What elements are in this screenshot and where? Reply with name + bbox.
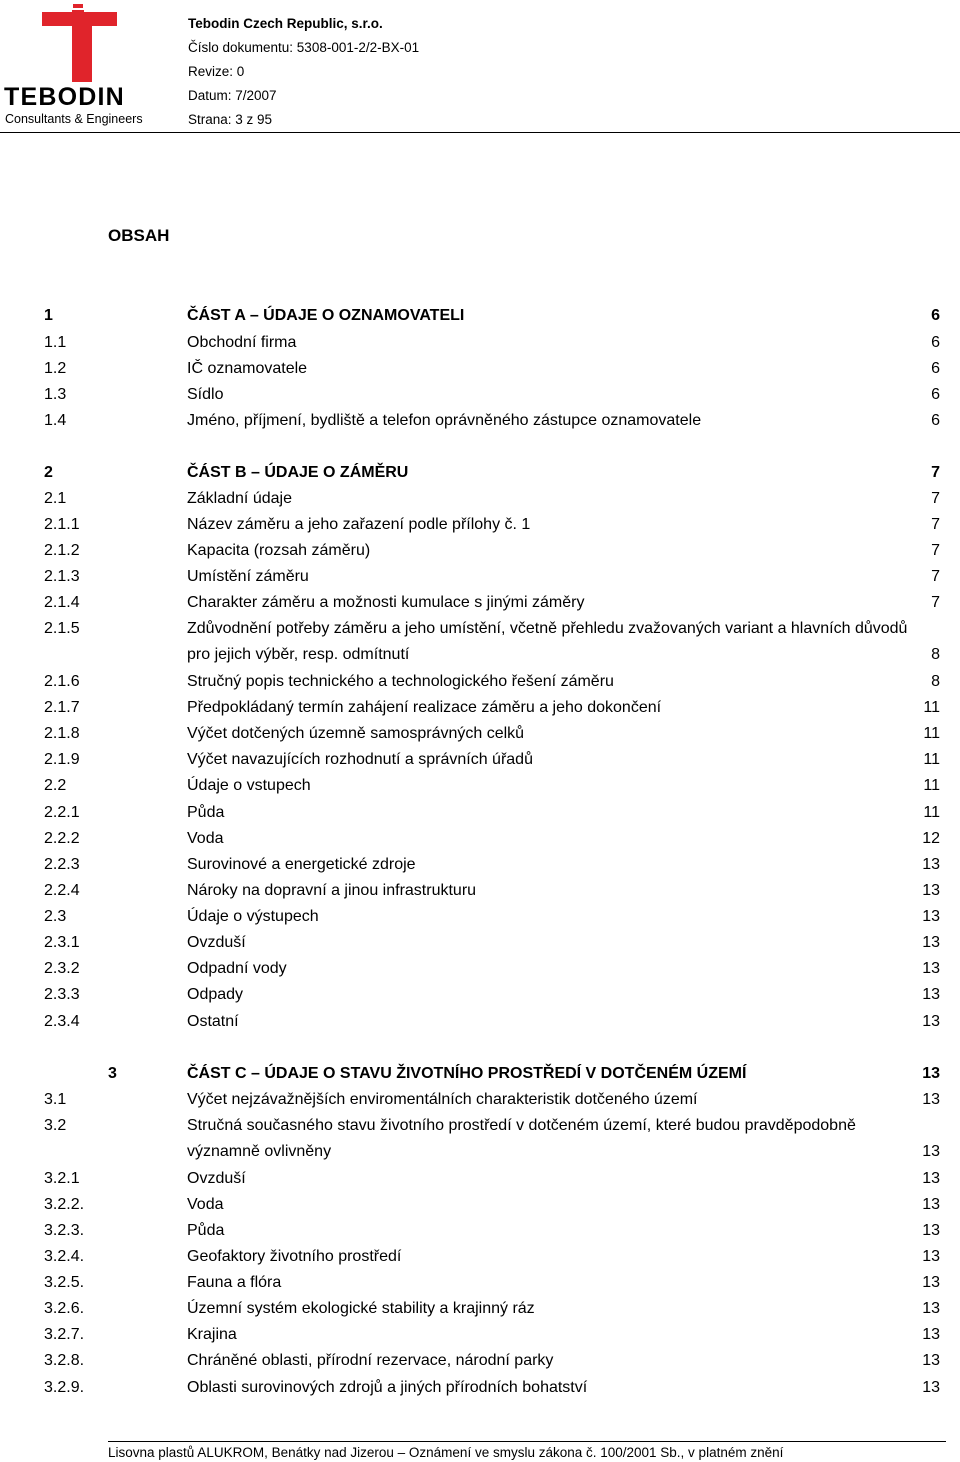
toc-entry-title: Ostatní bbox=[187, 1013, 239, 1030]
toc-entry-number: 2.1.7 bbox=[44, 699, 80, 716]
toc-entry-page: 7 bbox=[931, 464, 940, 481]
toc-entry-title: Umístění záměru bbox=[187, 568, 309, 585]
toc-entry-number: 2 bbox=[44, 464, 53, 481]
toc-entry-page: 7 bbox=[931, 542, 940, 559]
toc-entry-number: 2.3.2 bbox=[44, 960, 80, 977]
toc-entry-title: Ovzduší bbox=[187, 934, 246, 951]
toc-entry-title: Odpadní vody bbox=[187, 960, 287, 977]
logo-subtitle: Consultants & Engineers bbox=[5, 112, 143, 126]
toc-entry-title: Výčet navazujících rozhodnutí a správních úřadů bbox=[187, 751, 533, 768]
toc-entry-page: 13 bbox=[922, 1143, 940, 1161]
toc-entry-page: 13 bbox=[922, 1065, 940, 1082]
toc-entry-number: 3.2.9. bbox=[44, 1379, 85, 1396]
toc-entry-number: 2.2.4 bbox=[44, 882, 80, 899]
toc-entry-page: 13 bbox=[922, 934, 940, 951]
toc-entry-page: 13 bbox=[922, 856, 940, 873]
toc-entry-title: ČÁST B – ÚDAJE O ZÁMĚRU bbox=[187, 464, 409, 481]
toc-entry-title: ČÁST A – ÚDAJE O OZNAMOVATELI bbox=[187, 307, 465, 324]
toc-entry-page: 6 bbox=[931, 412, 940, 429]
toc-entry-page: 13 bbox=[922, 882, 940, 899]
toc-entry-number: 3.2.8. bbox=[44, 1352, 85, 1369]
toc-entry-title: Údaje o vstupech bbox=[187, 777, 311, 794]
toc-entry-page: 13 bbox=[922, 1352, 940, 1369]
footer-text: Lisovna plastů ALUKROM, Benátky nad Jizerou – Oznámení ve smyslu zákona č. 100/2001 Sb., v platném znění bbox=[108, 1445, 784, 1460]
toc-entry-title: Kapacita (rozsah záměru) bbox=[187, 542, 371, 559]
toc-entry-page: 11 bbox=[923, 777, 940, 794]
toc-entry-number: 3.2.3. bbox=[44, 1222, 85, 1239]
toc-entry-number: 2.1.3 bbox=[44, 568, 80, 585]
toc-entry-page: 13 bbox=[922, 1091, 940, 1108]
toc-entry-page: 13 bbox=[922, 1196, 940, 1213]
toc-entry-page: 13 bbox=[922, 1222, 940, 1239]
toc-entry-page: 7 bbox=[931, 568, 940, 585]
toc-entry-title: IČ oznamovatele bbox=[187, 360, 308, 377]
toc-entry-number: 1.2 bbox=[44, 360, 67, 377]
toc-entry-page: 8 bbox=[931, 673, 940, 690]
toc-entry-number: 2.1.6 bbox=[44, 673, 80, 690]
toc-entry-title: Výčet nejzávažnějších enviromentálních charakteristik dotčeného území bbox=[187, 1091, 698, 1108]
toc-entry-number: 2.1.1 bbox=[44, 516, 80, 533]
toc-entry-page: 13 bbox=[922, 908, 940, 925]
footer-divider bbox=[108, 1441, 946, 1442]
toc-entry-title: Předpokládaný termín zahájení realizace záměru a jeho dokončení bbox=[187, 699, 662, 716]
toc-entry-number: 2.1 bbox=[44, 490, 67, 507]
toc-entry-number: 3.2.2. bbox=[44, 1196, 85, 1213]
toc-entry-page: 13 bbox=[922, 1248, 940, 1265]
toc-entry-number: 2.3.3 bbox=[44, 986, 80, 1003]
toc-entry-page: 11 bbox=[923, 804, 940, 821]
toc-entry-number: 1.1 bbox=[44, 334, 67, 351]
toc-entry-page: 13 bbox=[922, 1013, 940, 1030]
toc-entry-title: Půda bbox=[187, 1222, 225, 1239]
toc-entry-title: Ovzduší bbox=[187, 1170, 246, 1187]
page-number: Strana: 3 z 95 bbox=[188, 112, 273, 127]
toc-entry-title: Chráněné oblasti, přírodní rezervace, národní parky bbox=[187, 1352, 554, 1369]
toc-entry-number: 3 bbox=[108, 1065, 117, 1082]
toc-entry-number: 1.4 bbox=[44, 412, 67, 429]
toc-entry-title: Oblasti surovinových zdrojů a jiných přírodních bohatství bbox=[187, 1379, 588, 1396]
toc-entry-number: 3.1 bbox=[44, 1091, 67, 1108]
toc-entry-number: 2.1.4 bbox=[44, 594, 80, 611]
toc-entry-title: Územní systém ekologické stability a krajinný ráz bbox=[187, 1300, 535, 1317]
toc-entry-title: Obchodní firma bbox=[187, 334, 297, 351]
toc-entry-title: Údaje o výstupech bbox=[187, 908, 319, 925]
toc-entry-title: Geofaktory životního prostředí bbox=[187, 1248, 402, 1265]
toc-entry-page: 6 bbox=[931, 386, 940, 403]
toc-entry-page: 13 bbox=[922, 1379, 940, 1396]
toc-entry-number: 3.2.5. bbox=[44, 1274, 85, 1291]
toc-entry-number: 2.2.2 bbox=[44, 830, 80, 847]
logo-name: TEBODIN bbox=[4, 83, 125, 111]
document-number: Číslo dokumentu: 5308-001-2/2-BX-01 bbox=[188, 40, 420, 55]
toc-entry-title: Půda bbox=[187, 804, 225, 821]
toc-entry-title: Surovinové a energetické zdroje bbox=[187, 856, 416, 873]
toc-entry-page: 7 bbox=[931, 516, 940, 533]
toc-entry-page: 13 bbox=[922, 986, 940, 1003]
toc-entry-title: Fauna a flóra bbox=[187, 1274, 282, 1291]
toc-entry-page: 6 bbox=[931, 360, 940, 377]
toc-entry-number: 2.1.9 bbox=[44, 751, 80, 768]
toc-entry-title: Voda bbox=[187, 830, 224, 847]
toc-entry-title: Jméno, příjmení, bydliště a telefon oprávněného zástupce oznamovatele bbox=[187, 412, 702, 429]
toc-entry-number: 2.1.8 bbox=[44, 725, 80, 742]
toc-entry-title: Odpady bbox=[187, 986, 244, 1003]
toc-entry-title: Název záměru a jeho zařazení podle přílohy č. 1 bbox=[187, 516, 531, 533]
toc-entry-number: 2.3.4 bbox=[44, 1013, 80, 1030]
toc-entry-number: 2.1.2 bbox=[44, 542, 80, 559]
toc-entry-title: Stručný popis technického a technologického řešení záměru bbox=[187, 673, 614, 690]
toc-entry-number: 2.1.5 bbox=[44, 620, 80, 637]
toc-entry-title: Charakter záměru a možnosti kumulace s jinými záměry bbox=[187, 594, 585, 611]
toc-entry-number: 3.2.6. bbox=[44, 1300, 85, 1317]
toc-entry-page: 6 bbox=[931, 334, 940, 351]
toc-entry-page: 11 bbox=[923, 699, 940, 716]
toc-entry-page: 6 bbox=[931, 307, 940, 324]
toc-entry-title: ČÁST C – ÚDAJE O STAVU ŽIVOTNÍHO PROSTŘEDÍ V DOTČENÉM ÚZEMÍ bbox=[187, 1065, 747, 1082]
toc-entry-page: 13 bbox=[922, 960, 940, 977]
toc-entry-number: 3.2.4. bbox=[44, 1248, 85, 1265]
toc-entry-number: 2.2.1 bbox=[44, 804, 80, 821]
toc-entry-number: 1 bbox=[44, 307, 53, 324]
toc-entry-page: 7 bbox=[931, 490, 940, 507]
toc-entry-title: Výčet dotčených územně samosprávných celků bbox=[187, 725, 525, 742]
toc-entry-number: 3.2 bbox=[44, 1117, 67, 1134]
revision: Revize: 0 bbox=[188, 64, 245, 79]
toc-entry-title: Nároky na dopravní a jinou infrastrukturu bbox=[187, 882, 477, 899]
toc-entry-title: Voda bbox=[187, 1196, 224, 1213]
toc-entry-number: 2.3 bbox=[44, 908, 67, 925]
toc-entry-page: 12 bbox=[922, 830, 940, 847]
toc-entry-title: Stručná současného stavu životního prostředí v dotčeném území, které budou pravděpodobně významně ovlivněny bbox=[187, 1117, 856, 1161]
company-name: Tebodin Czech Republic, s.r.o. bbox=[188, 16, 383, 31]
toc-entry-page: 13 bbox=[922, 1274, 940, 1291]
toc-title: OBSAH bbox=[108, 226, 170, 245]
toc-entry-page: 7 bbox=[931, 594, 940, 611]
toc-entry-number: 2.2.3 bbox=[44, 856, 80, 873]
toc-entry-title: Základní údaje bbox=[187, 490, 292, 507]
toc-entry-page: 11 bbox=[923, 751, 940, 768]
date: Datum: 7/2007 bbox=[188, 88, 277, 103]
toc-entry-page: 8 bbox=[931, 646, 940, 664]
toc-entry-title: Krajina bbox=[187, 1326, 237, 1343]
toc-entry-title: Zdůvodnění potřeby záměru a jeho umístění, včetně přehledu zvažovaných variant a hlavních důvodů pro jejich výběr, resp. odmítnutí bbox=[187, 620, 908, 664]
toc-entry-number: 1.3 bbox=[44, 386, 67, 403]
toc-entry-page: 13 bbox=[922, 1170, 940, 1187]
toc-entry-number: 2.3.1 bbox=[44, 934, 80, 951]
toc-entry-title: Sídlo bbox=[187, 386, 224, 403]
toc-entry-page: 13 bbox=[922, 1300, 940, 1317]
toc-entry-page: 11 bbox=[923, 725, 940, 742]
toc-entry-number: 3.2.1 bbox=[44, 1170, 80, 1187]
toc-entry-number: 3.2.7. bbox=[44, 1326, 85, 1343]
toc-entry-page: 13 bbox=[922, 1326, 940, 1343]
toc-entry-number: 2.2 bbox=[44, 777, 67, 794]
